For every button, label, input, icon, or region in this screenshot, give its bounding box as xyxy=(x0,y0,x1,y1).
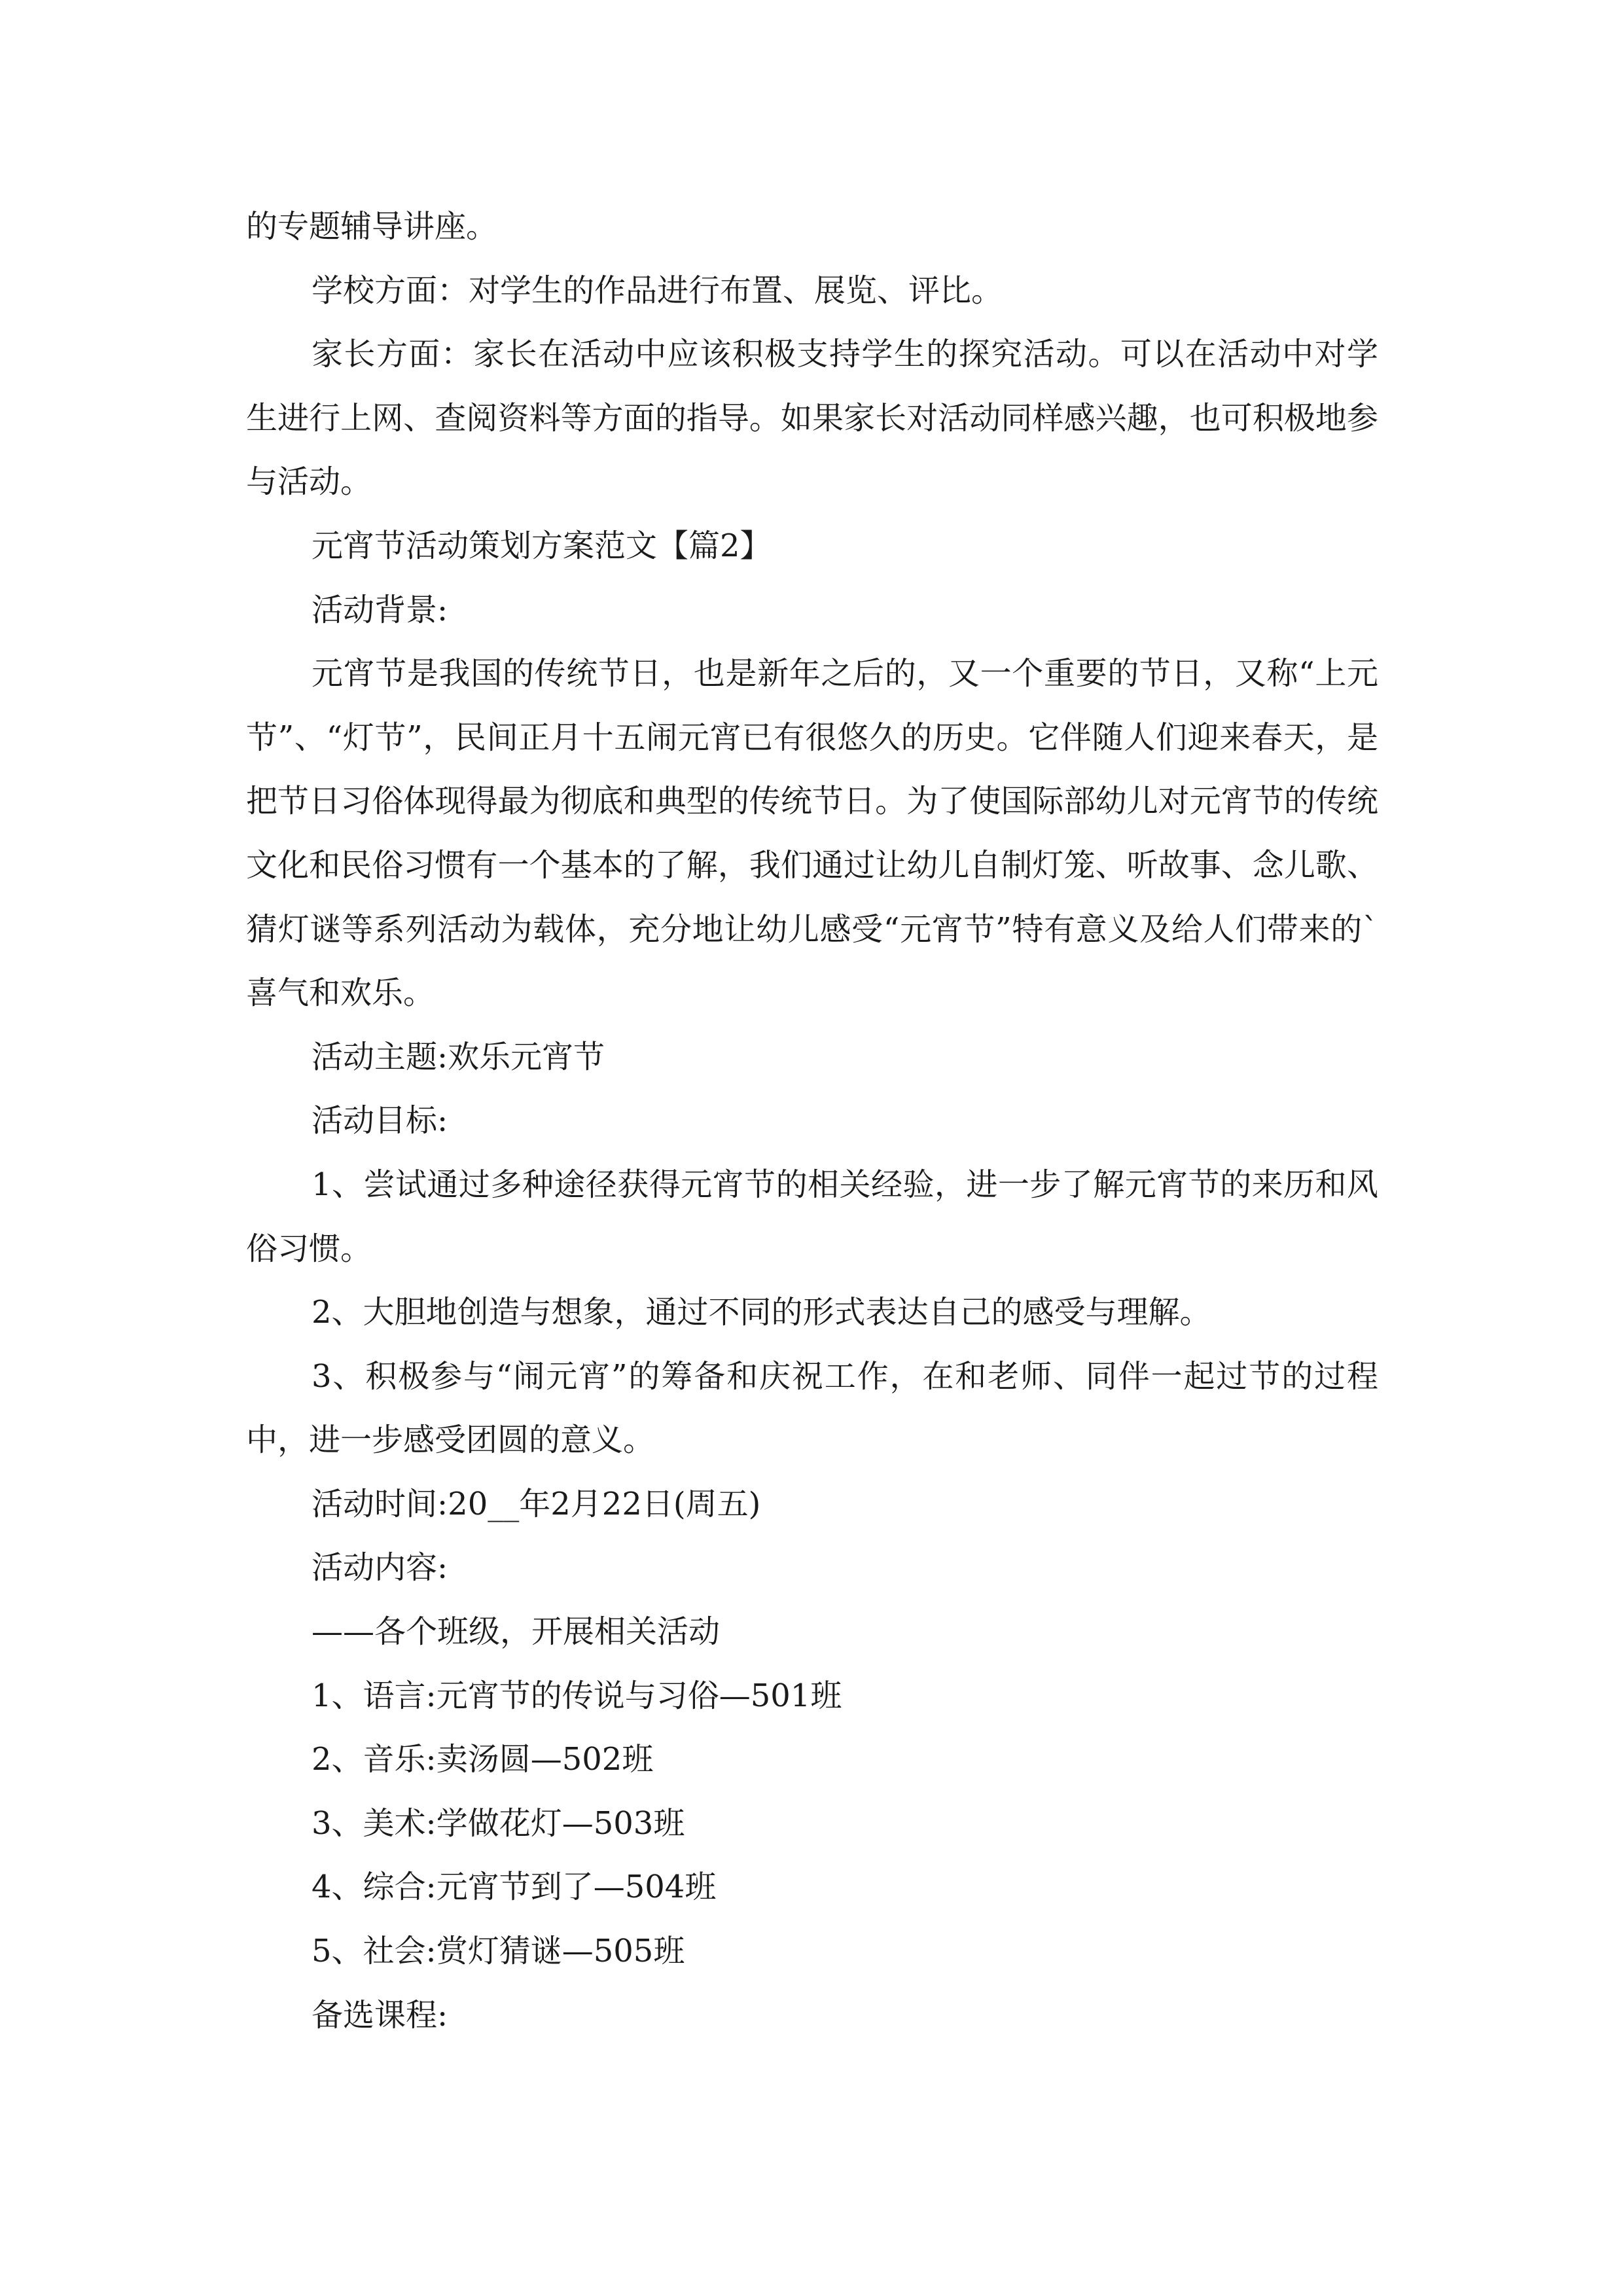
content-item: 1、语言:元宵节的传说与习俗—501班 xyxy=(312,1677,842,1714)
optional-courses-label: 备选课程: xyxy=(312,1996,448,2034)
theme-line: 活动主题:欢乐元宵节 xyxy=(312,1038,605,1075)
time-line: 活动时间:20__年2月22日(周五) xyxy=(312,1485,761,1522)
goal-item: 3、积极参与“闹元宵”的筹备和庆祝工作，在和老师、同伴一起过节的过程中，进一步感受团圆的意义。 xyxy=(246,1357,1378,1459)
content-item: 3、美术:学做花灯—503班 xyxy=(312,1804,685,1842)
content-item: 4、综合:元宵节到了—504班 xyxy=(312,1869,717,1906)
content-item: 2、音乐:卖汤圆—502班 xyxy=(312,1741,654,1778)
content-intro: ——各个班级，开展相关活动 xyxy=(312,1613,721,1651)
background-label: 活动背景: xyxy=(312,591,448,628)
background-paragraph: 元宵节是我国的传统节日，也是新年之后的，又一个重要的节日，又称“上元节”、“灯节”，民间正月十五闹元宵已有很悠久的历史。它伴随人们迎来春天，是把节日习俗体现得最为彻底和典型的传统节日。为了使国际部幼儿对元宵节的传统文化和民俗习惯有一个基本的了解，我们通过让幼儿自制灯笼、听故事、念儿歌、猜灯谜等系列活动为载体，充分地让幼儿感受“元宵节”特有意义及给人们带来的`喜气和欢乐。 xyxy=(246,655,1378,1012)
content-label: 活动内容: xyxy=(312,1549,448,1587)
goal-item: 1、尝试通过多种途径获得元宵节的相关经验，进一步了解元宵节的来历和风俗习惯。 xyxy=(246,1166,1378,1267)
goals-label: 活动目标: xyxy=(312,1102,448,1139)
document-page xyxy=(246,195,1378,2047)
section-heading: 元宵节活动策划方案范文【篇2】 xyxy=(312,527,772,564)
goal-item: 2、大胆地创造与想象，通过不同的形式表达自己的感受与理解。 xyxy=(312,1294,1211,1331)
content-item: 5、社会:赏灯猜谜—505班 xyxy=(312,1933,685,1970)
paragraph-lecture: 的专题辅导讲座。 xyxy=(246,208,498,245)
paragraph-parents: 家长方面：家长在活动中应该积极支持学生的探究活动。可以在活动中对学生进行上网、查阅资料等方面的指导。如果家长对活动同样感兴趣，也可积极地参与活动。 xyxy=(246,336,1378,501)
paragraph-school: 学校方面：对学生的作品进行布置、展览、评比。 xyxy=(312,272,1003,309)
